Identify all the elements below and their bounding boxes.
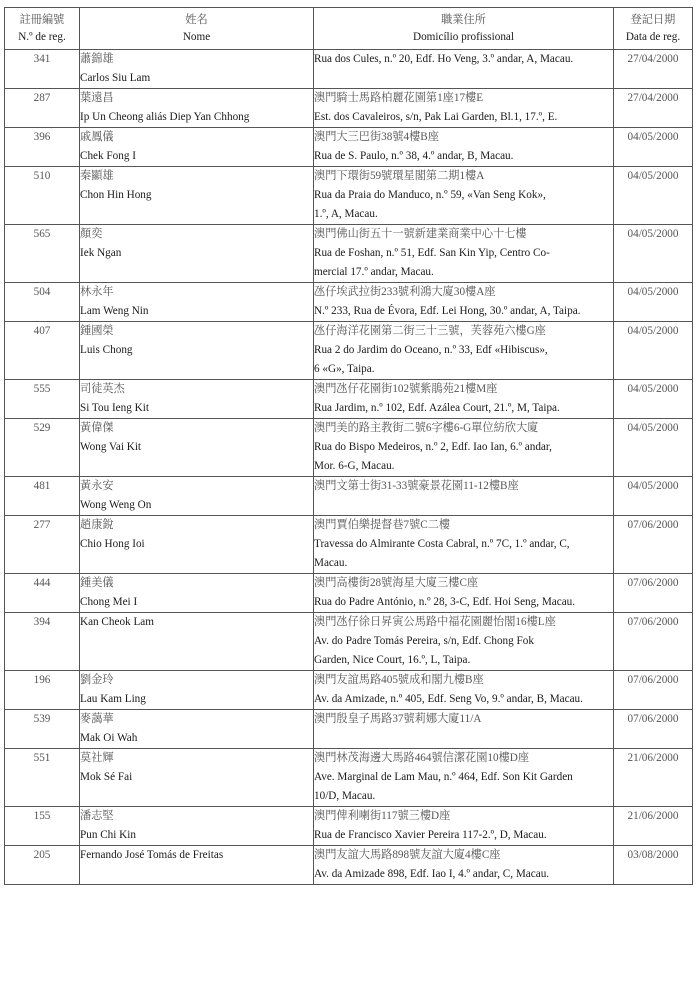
table-row <box>5 574 693 613</box>
table-row <box>5 477 693 516</box>
registration-number: 551 <box>5 749 80 807</box>
registration-date: 07/06/2000 <box>614 671 693 710</box>
address-portuguese-line: Rua 2 do Jardim do Oceano, n.º 33, Edf «Hibiscus», <box>314 344 548 356</box>
table-row <box>5 225 693 283</box>
name-portuguese: Wong Vai Kit <box>80 441 142 453</box>
col-header-name-zh: 姓名 <box>185 14 208 26</box>
header-row <box>5 8 693 50</box>
name-portuguese: Wong Weng On <box>80 499 152 511</box>
registration-number: 396 <box>5 128 80 167</box>
name-chinese: 顏奕 <box>80 228 103 240</box>
col-header-name <box>80 8 314 50</box>
registration-number: 287 <box>5 89 80 128</box>
name-cell <box>80 671 314 710</box>
name-cell <box>80 50 314 89</box>
address-portuguese-line: Rua da Praia do Manduco, n.º 59, «Van Seng Kok», <box>314 189 546 201</box>
address-portuguese-line: Rua de Foshan, n.º 51, Edf. San Kin Yip, Centro Co- <box>314 247 550 259</box>
registration-date: 04/05/2000 <box>614 419 693 477</box>
registration-date: 07/06/2000 <box>614 574 693 613</box>
name-portuguese: Chek Fong I <box>80 150 136 162</box>
address-chinese: 澳門騎士馬路柏麗花園第1座17樓E <box>314 92 484 104</box>
registration-number: 277 <box>5 516 80 574</box>
table-row <box>5 749 693 807</box>
address-portuguese-line: Rua Jardim, n.º 102, Edf. Azálea Court, 21.º, M, Taipa. <box>314 402 560 414</box>
registry-table <box>4 7 693 885</box>
name-portuguese: Mok Sé Fai <box>80 771 133 783</box>
address-portuguese-line: Travessa do Almirante Costa Cabral, n.º 7C, 1.º andar, C, <box>314 538 570 550</box>
name-chinese: 鍾美儀 <box>80 577 114 589</box>
address-cell <box>314 613 614 671</box>
registration-date: 07/06/2000 <box>614 516 693 574</box>
col-header-date <box>614 8 693 50</box>
name-cell <box>80 322 314 380</box>
name-chinese: 司徒英杰 <box>80 383 125 395</box>
address-chinese: 澳門美的路主教街二號6字樓6-G單位紡欣大廈 <box>314 422 539 434</box>
table-row <box>5 419 693 477</box>
registration-date: 21/06/2000 <box>614 807 693 846</box>
table-row <box>5 89 693 128</box>
name-cell <box>80 749 314 807</box>
table-row <box>5 167 693 225</box>
address-portuguese-line: N.º 233, Rua de Évora, Edf. Lei Hong, 30.º andar, A, Taipa. <box>314 305 581 317</box>
registration-number: 444 <box>5 574 80 613</box>
address-chinese: 澳門高樓街28號海星大廈三樓C座 <box>314 577 479 589</box>
address-cell <box>314 128 614 167</box>
name-portuguese: Iek Ngan <box>80 247 122 259</box>
address-chinese: 氹仔海洋花園第二街三十三號，芙蓉苑六樓G座 <box>314 325 546 337</box>
address-cell <box>314 322 614 380</box>
table-row <box>5 380 693 419</box>
address-cell <box>314 283 614 322</box>
address-portuguese-line: Garden, Nice Court, 16.º, L, Taipa. <box>314 654 471 666</box>
name-chinese: 戚鳳儀 <box>80 131 114 143</box>
address-cell <box>314 225 614 283</box>
registration-number: 555 <box>5 380 80 419</box>
name-portuguese: Fernando José Tomás de Freitas <box>80 849 224 861</box>
col-header-date-zh: 登記日期 <box>630 14 676 26</box>
registration-date: 07/06/2000 <box>614 613 693 671</box>
table-row <box>5 807 693 846</box>
registration-number: 155 <box>5 807 80 846</box>
address-chinese: 澳門下環街59號環星閣第二期1樓A <box>314 170 485 182</box>
name-chinese: 趙康銳 <box>80 519 114 531</box>
address-portuguese-line: 10/D, Macau. <box>314 790 376 802</box>
registration-number: 510 <box>5 167 80 225</box>
name-portuguese: Si Tou Ieng Kit <box>80 402 149 414</box>
registration-number: 407 <box>5 322 80 380</box>
address-portuguese-line: Ave. Marginal de Lam Mau, n.º 464, Edf. Son Kit Garden <box>314 771 573 783</box>
address-chinese: 澳門文第士街31-33號豪景花園11-12樓B座 <box>314 480 519 492</box>
registration-date: 04/05/2000 <box>614 380 693 419</box>
name-portuguese: Lau Kam Ling <box>80 693 146 705</box>
name-chinese: 黃永安 <box>80 480 114 492</box>
address-chinese: 澳門大三巴街38號4樓B座 <box>314 131 439 143</box>
address-cell <box>314 710 614 749</box>
address-chinese: 澳門賈伯樂提督巷7號C二樓 <box>314 519 451 531</box>
registration-date: 04/05/2000 <box>614 477 693 516</box>
registration-number: 529 <box>5 419 80 477</box>
col-header-address <box>314 8 614 50</box>
address-cell <box>314 846 614 885</box>
name-chinese: 秦顯雄 <box>80 170 114 182</box>
name-chinese: 劉金玲 <box>80 674 114 686</box>
address-portuguese-line: Mor. 6-G, Macau. <box>314 460 395 472</box>
name-chinese: 莫社輝 <box>80 752 114 764</box>
address-cell <box>314 419 614 477</box>
address-cell <box>314 50 614 89</box>
registration-date: 21/06/2000 <box>614 749 693 807</box>
name-cell <box>80 574 314 613</box>
registration-number: 504 <box>5 283 80 322</box>
name-portuguese: Chon Hin Hong <box>80 189 152 201</box>
registration-date: 27/04/2000 <box>614 50 693 89</box>
name-portuguese: Carlos Siu Lam <box>80 72 151 84</box>
address-portuguese-line: 6 «G», Taipa. <box>314 363 375 375</box>
registration-number: 205 <box>5 846 80 885</box>
name-chinese: 蕭錦雄 <box>80 53 114 65</box>
table-row <box>5 128 693 167</box>
address-cell <box>314 516 614 574</box>
address-cell <box>314 477 614 516</box>
address-chinese: 澳門佛山街五十一號新建業商業中心十七樓 <box>314 228 527 240</box>
table-row <box>5 846 693 885</box>
name-chinese: 潘志堅 <box>80 810 114 822</box>
address-portuguese-line: Rua de S. Paulo, n.º 38, 4.º andar, B, Macau. <box>314 150 514 162</box>
name-cell <box>80 807 314 846</box>
address-portuguese-line: 1.º, A, Macau. <box>314 208 378 220</box>
name-chinese: 麥藹華 <box>80 713 114 725</box>
address-portuguese-line: Rua de Francisco Xavier Pereira 117-2.º, D, Macau. <box>314 829 547 841</box>
registration-date: 04/05/2000 <box>614 128 693 167</box>
registration-date: 04/05/2000 <box>614 225 693 283</box>
name-portuguese: Pun Chi Kin <box>80 829 136 841</box>
address-cell <box>314 167 614 225</box>
name-chinese: 林永年 <box>80 286 114 298</box>
address-chinese: 氹仔埃武拉街233號利鴻大廈30樓A座 <box>314 286 496 298</box>
address-cell <box>314 671 614 710</box>
registration-date: 03/08/2000 <box>614 846 693 885</box>
address-cell <box>314 89 614 128</box>
col-header-address-pt: Domicílio profissional <box>413 31 514 43</box>
address-portuguese-line: Rua dos Cules, n.º 20, Edf. Ho Veng, 3.º andar, A, Macau. <box>314 53 574 65</box>
name-chinese: 鍾國榮 <box>80 325 114 337</box>
address-cell <box>314 574 614 613</box>
registry-body <box>5 50 693 885</box>
registration-date: 04/05/2000 <box>614 322 693 380</box>
col-header-reg <box>5 8 80 50</box>
table-row <box>5 516 693 574</box>
registration-date: 04/05/2000 <box>614 283 693 322</box>
table-row <box>5 671 693 710</box>
registration-number: 565 <box>5 225 80 283</box>
name-cell <box>80 225 314 283</box>
address-portuguese-line: Rua do Padre António, n.º 28, 3-C, Edf. Hoi Seng, Macau. <box>314 596 576 608</box>
address-portuguese-line: Est. dos Cavaleiros, s/n, Pak Lai Garden, Bl.1, 17.º, E. <box>314 111 558 123</box>
address-chinese: 澳門氹仔徐日昇寅公馬路中福花園麗怡閣16樓L座 <box>314 616 556 628</box>
address-chinese: 澳門友誼大馬路898號友誼大廈4樓C座 <box>314 849 501 861</box>
name-cell <box>80 283 314 322</box>
table-row <box>5 50 693 89</box>
registration-date: 07/06/2000 <box>614 710 693 749</box>
col-header-address-zh: 職業住所 <box>441 14 486 26</box>
address-portuguese-line: Av. da Amizade 898, Edf. Iao I, 4.º andar, C, Macau. <box>314 868 550 880</box>
table-row <box>5 710 693 749</box>
name-cell <box>80 128 314 167</box>
name-cell <box>80 380 314 419</box>
address-cell <box>314 807 614 846</box>
registration-number: 481 <box>5 477 80 516</box>
registration-number: 341 <box>5 50 80 89</box>
address-chinese: 澳門林茂海邊大馬路464號信潔花園10樓D座 <box>314 752 530 764</box>
name-cell <box>80 613 314 671</box>
col-header-name-pt: Nome <box>182 31 211 43</box>
table-row <box>5 322 693 380</box>
table-row <box>5 613 693 671</box>
address-chinese: 澳門殷皇子馬路37號莉娜大廈11/A <box>314 713 482 725</box>
registration-number: 539 <box>5 710 80 749</box>
address-portuguese-line: Rua do Bispo Medeiros, n.º 2, Edf. Iao Ian, 6.º andar, <box>314 441 552 453</box>
name-portuguese: Chio Hong Ioi <box>80 538 145 550</box>
name-cell <box>80 516 314 574</box>
address-cell <box>314 380 614 419</box>
address-chinese: 澳門友誼馬路405號成和閣九樓B座 <box>314 674 484 686</box>
name-chinese: 葉遠昌 <box>80 92 114 104</box>
address-chinese: 澳門氹仔花園街102號紫鵑苑21樓M座 <box>314 383 498 395</box>
col-header-reg-pt: N.º de reg. <box>18 31 66 43</box>
name-portuguese: Mak Oi Wah <box>80 732 138 744</box>
address-portuguese-line: Av. do Padre Tomás Pereira, s/n, Edf. Chong Fok <box>314 635 534 647</box>
name-portuguese: Lam Weng Nin <box>80 305 149 317</box>
address-portuguese-line: Av. da Amizade, n.º 405, Edf. Seng Vo, 9.º andar, B, Macau. <box>314 693 583 705</box>
registration-number: 394 <box>5 613 80 671</box>
name-cell <box>80 167 314 225</box>
address-cell <box>314 749 614 807</box>
col-header-date-pt: Data de reg. <box>625 31 681 43</box>
col-header-reg-zh: 註冊編號 <box>19 14 65 26</box>
name-cell <box>80 846 314 885</box>
name-cell <box>80 89 314 128</box>
name-cell <box>80 419 314 477</box>
address-chinese: 澳門俾利喇街117號三樓D座 <box>314 810 451 822</box>
name-portuguese: Kan Cheok Lam <box>80 616 154 628</box>
name-portuguese: Chong Mei I <box>80 596 138 608</box>
address-portuguese-line: Macau. <box>314 557 348 569</box>
registration-date: 04/05/2000 <box>614 167 693 225</box>
registration-number: 196 <box>5 671 80 710</box>
name-cell <box>80 477 314 516</box>
registration-date: 27/04/2000 <box>614 89 693 128</box>
name-cell <box>80 710 314 749</box>
table-row <box>5 283 693 322</box>
name-chinese: 黃偉傑 <box>80 422 114 434</box>
name-portuguese: Luis Chong <box>80 344 133 356</box>
name-portuguese: Ip Un Cheong aliás Diep Yan Chhong <box>80 111 250 123</box>
address-portuguese-line: mercial 17.º andar, Macau. <box>314 266 434 278</box>
